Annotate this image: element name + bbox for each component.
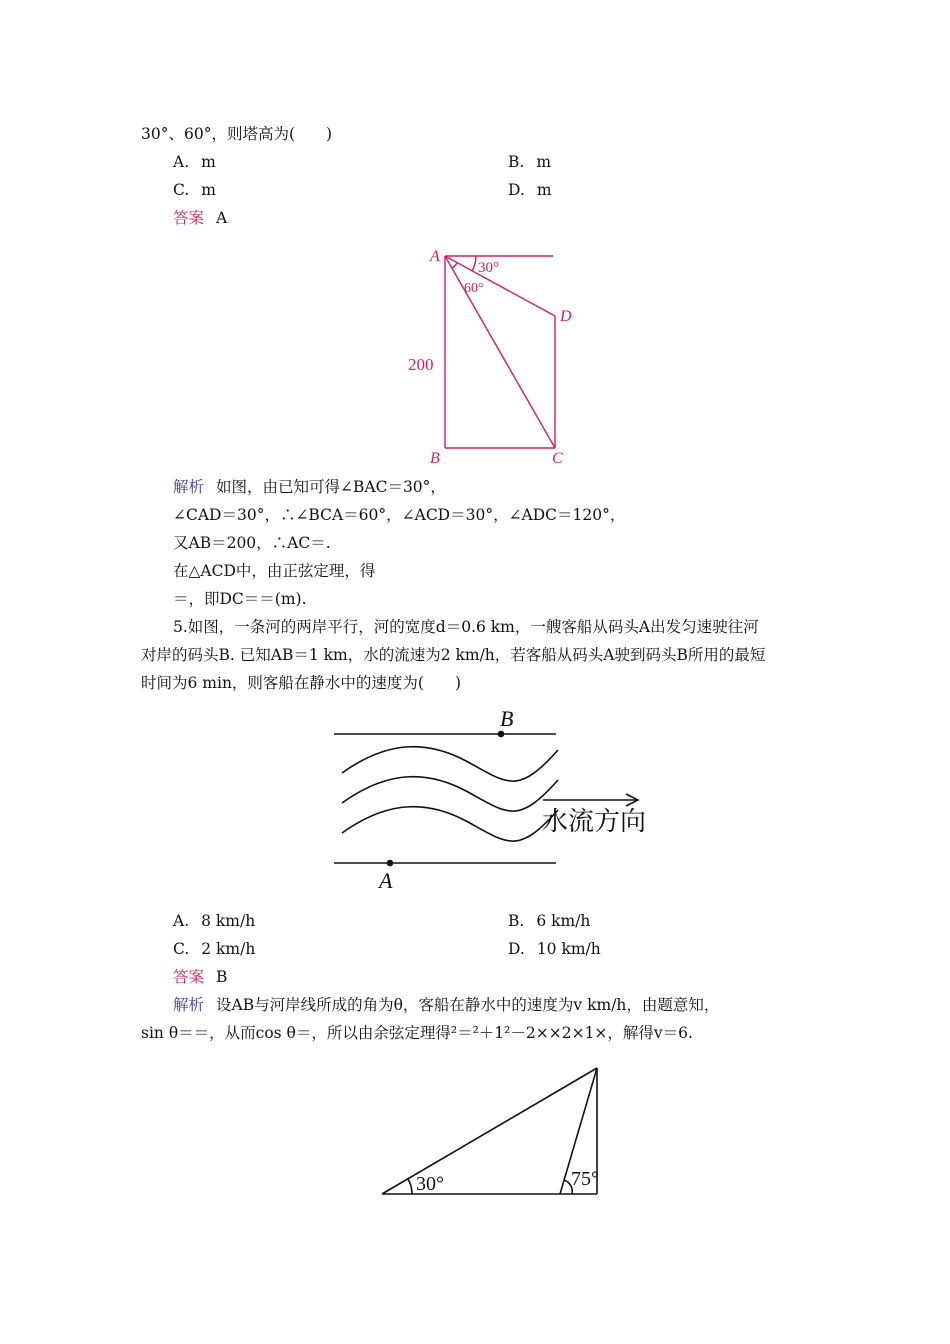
analysis-text: 设AB与河岸线所成的角为θ，客船在静水中的速度为v km/h，由题意知， [216, 996, 720, 1014]
q5-option-c [173, 939, 255, 959]
q5-option-a [173, 911, 255, 931]
option-text: m [536, 153, 552, 171]
q4-answer [173, 208, 227, 228]
q4-option-a [173, 152, 216, 172]
angle-label-30: 30° [478, 260, 499, 276]
label-a: A [430, 248, 440, 265]
label-d: D [560, 308, 572, 325]
option-label: A. [173, 153, 190, 171]
option-label: C. [173, 940, 190, 958]
point-a-dot [387, 860, 394, 867]
point-b-dot [498, 731, 505, 738]
angle-arc-30 [472, 256, 476, 271]
q5-analysis-line-2: sin θ＝＝，从而cos θ＝，所以由余弦定理得²＝²＋1²－2××2×1×，解得v＝6. [141, 1024, 693, 1042]
option-text: 8 km/h [201, 912, 256, 930]
option-label: C. [173, 181, 190, 199]
q4-option-d [508, 180, 552, 200]
q6-triangle-figure [360, 1052, 622, 1212]
q5-analysis-line-1 [173, 995, 719, 1015]
q4-tower-figure [400, 238, 590, 470]
q5-answer [173, 967, 227, 987]
option-label: D. [508, 181, 525, 199]
angle-label-60: 60° [464, 281, 484, 296]
label-b: B [500, 706, 514, 731]
q4-analysis-line-4: 在△ACD中，由正弦定理，得 [173, 562, 376, 580]
angle-label-75: 75° [571, 1168, 599, 1190]
q5-option-b [508, 911, 590, 931]
angle-arc-60 [452, 263, 457, 268]
flow-direction-label: 水流方向 [542, 807, 647, 836]
option-label: B. [508, 912, 525, 930]
option-text: m [201, 153, 216, 171]
answer-label: 答案 [173, 209, 205, 227]
q4-analysis-line-5: ＝，即DC＝＝(m). [173, 590, 307, 608]
option-text: 2 km/h [201, 940, 256, 958]
angle-label-30: 30° [416, 1173, 444, 1195]
q4-option-c [173, 180, 216, 200]
analysis-label: 解析 [173, 996, 205, 1014]
q5-river-figure [318, 700, 666, 908]
option-label: B. [508, 153, 525, 171]
wave-2 [342, 777, 558, 811]
q5-stem-line-1: 5.如图，一条河的两岸平行，河的宽度d＝0.6 km，一艘客船从码头A出发匀速驶往河 [173, 618, 759, 636]
angle-arc-30 [408, 1179, 412, 1194]
q4-analysis-line-3: 又AB＝200，∴AC＝. [173, 534, 331, 552]
answer-value: B [216, 968, 228, 986]
option-text: 6 km/h [536, 912, 591, 930]
q5-option-d [508, 939, 601, 959]
label-200: 200 [408, 355, 434, 374]
q4-analysis-line-2: ∠CAD＝30°，∴∠BCA＝60°，∠ACD＝30°，∠ADC＝120°， [173, 506, 626, 524]
answer-label: 答案 [173, 968, 205, 986]
q5-stem-line-2: 对岸的码头B. 已知AB＝1 km，水的流速为2 km/h，若客船从码头A驶到码头B所用的最短 [141, 646, 766, 664]
line-ac [445, 256, 555, 448]
analysis-text: 如图，由已知可得∠BAC＝30°， [216, 478, 446, 496]
wave-1 [342, 747, 558, 781]
label-b: B [430, 450, 440, 467]
wave-3 [342, 807, 558, 841]
analysis-label: 解析 [173, 478, 205, 496]
answer-value: A [216, 209, 228, 227]
option-label: A. [173, 912, 190, 930]
option-text: 10 km/h [536, 940, 601, 958]
q4-analysis-line-1 [173, 477, 446, 497]
label-c: C [552, 450, 563, 467]
q5-stem-line-3: 时间为6 min，则客船在静水中的速度为( ) [141, 674, 462, 692]
q4-option-b [508, 152, 551, 172]
option-text: m [201, 181, 216, 199]
label-a: A [379, 868, 393, 893]
q4-stem-tail: 30°、60°，则塔高为( ) [141, 125, 333, 143]
option-label: D. [508, 940, 525, 958]
option-text: m [536, 181, 552, 199]
